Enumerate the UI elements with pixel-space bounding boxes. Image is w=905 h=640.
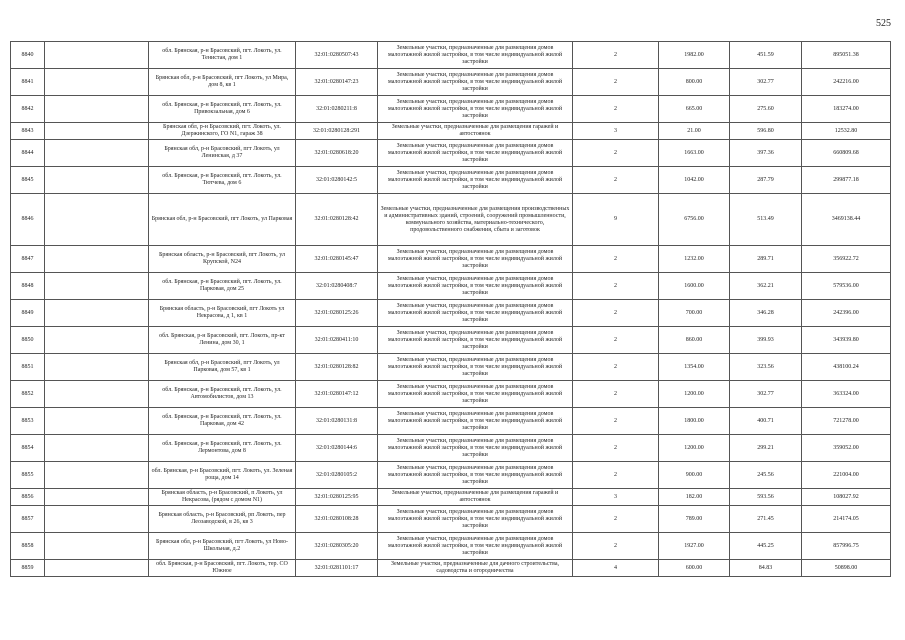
land-use-cell: Земельные участки, предназначенные для размещения домов малоэтажной жилой застройки, в том числе индивидуальной жилой застройки [378,533,573,560]
cadastral-value-table [10,41,891,577]
group-cell: 9 [573,194,659,246]
group-cell: 2 [573,327,659,354]
area-cell: 1800.00 [659,408,730,435]
land-use-cell: Земельные участки, предназначенные для размещения домов малоэтажной жилой застройки, в том числе индивидуальной жилой застройки [378,327,573,354]
specific-value-cell: 302.77 [730,381,802,408]
row-number: 8859 [11,560,45,577]
row-number: 8856 [11,489,45,506]
area-cell: 789.00 [659,506,730,533]
group-cell: 3 [573,489,659,506]
land-use-cell: Земельные участки, предназначенные для размещения домов малоэтажной жилой застройки, в том числе индивидуальной жилой застройки [378,506,573,533]
group-cell: 2 [573,506,659,533]
area-cell: 1663.00 [659,140,730,167]
blank-cell [45,408,149,435]
group-cell: 2 [573,533,659,560]
group-cell: 2 [573,381,659,408]
address-cell: обл. Брянская, р-н Брасовский, пгт. Локоть, ул. Парковая, дом 25 [149,273,296,300]
blank-cell [45,123,149,140]
blank-cell [45,489,149,506]
land-use-cell: Земельные участки, предназначенные для размещения домов малоэтажной жилой застройки, в том числе индивидуальной жилой застройки [378,246,573,273]
group-cell: 2 [573,354,659,381]
table-row [11,533,891,560]
specific-value-cell: 302.77 [730,69,802,96]
address-cell: обл. Брянская, р-н Брасовский, пгт. Локоть, тер. СО Южное [149,560,296,577]
group-cell: 2 [573,300,659,327]
land-use-cell: Земельные участки, предназначенные для размещения домов малоэтажной жилой застройки, в том числе индивидуальной жилой застройки [378,140,573,167]
specific-value-cell: 84.83 [730,560,802,577]
cadastral-number-cell: 32:01:0280128:82 [296,354,378,381]
land-use-cell: Земельные участки, предназначенные для дачного строительства, садоводства и огородничества [378,560,573,577]
cadastral-value-cell: 660809.68 [802,140,891,167]
cadastral-value-cell: 183274.00 [802,96,891,123]
area-cell: 1600.00 [659,273,730,300]
row-number: 8854 [11,435,45,462]
land-use-cell: Земельные участки, предназначенные для размещения домов малоэтажной жилой застройки, в том числе индивидуальной жилой застройки [378,167,573,194]
address-cell: обл. Брянская, р-н Брасовский, пгт. Локоть, ул. Парковая, дом 42 [149,408,296,435]
row-number: 8850 [11,327,45,354]
cadastral-number-cell: 32:01:0280618:20 [296,140,378,167]
specific-value-cell: 399.93 [730,327,802,354]
row-number: 8843 [11,123,45,140]
area-cell: 700.00 [659,300,730,327]
table-row [11,194,891,246]
row-number: 8851 [11,354,45,381]
land-use-cell: Земельные участки, предназначенные для размещения домов малоэтажной жилой застройки, в том числе индивидуальной жилой застройки [378,354,573,381]
area-cell: 1042.00 [659,167,730,194]
land-use-cell: Земельные участки, предназначенные для размещения домов малоэтажной жилой застройки, в том числе индивидуальной жилой застройки [378,273,573,300]
table-row [11,69,891,96]
cadastral-number-cell: 32:01:0281101:17 [296,560,378,577]
blank-cell [45,194,149,246]
land-use-cell: Земельные участки, предназначенные для размещения домов малоэтажной жилой застройки, в том числе индивидуальной жилой застройки [378,462,573,489]
table-row [11,123,891,140]
table-row [11,489,891,506]
group-cell: 2 [573,408,659,435]
cadastral-value-cell: 438100.24 [802,354,891,381]
address-cell: обл. Брянская, р-н Брасовский, пгт. Локоть, ул. Автомобилистов, дом 13 [149,381,296,408]
address-cell: Брянская область, р-н Брасовский, пгт Локоть ул Некрасова, д 1, кв 1 [149,300,296,327]
cadastral-number-cell: 32:01:0280125:26 [296,300,378,327]
group-cell: 2 [573,69,659,96]
row-number: 8853 [11,408,45,435]
land-use-cell: Земельные участки, предназначенные для размещения домов малоэтажной жилой застройки, в том числе индивидуальной жилой застройки [378,69,573,96]
table-row [11,327,891,354]
address-cell: обл. Брянская, р-н Брасовский, пгт. Локоть, ул. Зеленая роща, дом 14 [149,462,296,489]
table-row [11,96,891,123]
table-row [11,167,891,194]
address-cell: Брянская обл, р-н Брасовский, пгт Локоть, ул Ленинская, д 37 [149,140,296,167]
group-cell: 2 [573,140,659,167]
cadastral-number-cell: 32:01:0280108:28 [296,506,378,533]
area-cell: 1927.00 [659,533,730,560]
cadastral-number-cell: 32:01:0280305:20 [296,533,378,560]
cadastral-value-cell: 356922.72 [802,246,891,273]
cadastral-number-cell: 32:01:0280145:47 [296,246,378,273]
specific-value-cell: 346.28 [730,300,802,327]
blank-cell [45,273,149,300]
area-cell: 1232.00 [659,246,730,273]
blank-cell [45,533,149,560]
table-row [11,273,891,300]
cadastral-value-cell: 108027.92 [802,489,891,506]
group-cell: 4 [573,560,659,577]
specific-value-cell: 513.49 [730,194,802,246]
area-cell: 1982.00 [659,42,730,69]
address-cell: обл. Брянская, р-н Брасовский, пгт. Локоть, ул. Привокзальная, дом 6 [149,96,296,123]
cadastral-value-cell: 579536.00 [802,273,891,300]
table-row [11,354,891,381]
area-cell: 665.00 [659,96,730,123]
table-row [11,506,891,533]
table-row [11,140,891,167]
row-number: 8847 [11,246,45,273]
row-number: 8849 [11,300,45,327]
blank-cell [45,140,149,167]
cadastral-value-cell: 343939.80 [802,327,891,354]
group-cell: 2 [573,462,659,489]
blank-cell [45,354,149,381]
cadastral-value-cell: 359052.00 [802,435,891,462]
address-cell: обл. Брянская, р-н Брасовский, пгт. Локоть, ул. Тютчева, дом 6 [149,167,296,194]
table-row [11,300,891,327]
specific-value-cell: 245.56 [730,462,802,489]
land-use-cell: Земельные участки, предназначенные для размещения домов малоэтажной жилой застройки, в том числе индивидуальной жилой застройки [378,96,573,123]
blank-cell [45,560,149,577]
address-cell: обл. Брянская, р-н Брасовский, пгт. Локоть, пр-кт Ленина, дом 30, 1 [149,327,296,354]
area-cell: 182.00 [659,489,730,506]
specific-value-cell: 323.56 [730,354,802,381]
cadastral-value-cell: 299877.18 [802,167,891,194]
cadastral-number-cell: 32:01:0280144:6 [296,435,378,462]
land-use-cell: Земельные участки, предназначенные для размещения домов малоэтажной жилой застройки, в том числе индивидуальной жилой застройки [378,42,573,69]
area-cell: 1200.00 [659,381,730,408]
blank-cell [45,327,149,354]
specific-value-cell: 275.60 [730,96,802,123]
address-cell: Брянская обл, р-н Брасовский, пгт. Локоть, ул. Дзержинского, ГО N1, гараж 38 [149,123,296,140]
group-cell: 3 [573,123,659,140]
area-cell: 21.00 [659,123,730,140]
row-number: 8846 [11,194,45,246]
land-use-cell: Земельные участки, предназначенные для размещения гаражей и автостоянок [378,123,573,140]
blank-cell [45,506,149,533]
area-cell: 860.00 [659,327,730,354]
blank-cell [45,246,149,273]
address-cell: Брянская обл, р-н Брасовский, пгт Локоть, ул Парковая [149,194,296,246]
blank-cell [45,69,149,96]
area-cell: 900.00 [659,462,730,489]
table-row [11,462,891,489]
address-cell: Брянская обл, р-н Брасовский, пгт Локоть, ул Ново-Школьная, д.2 [149,533,296,560]
area-cell: 1200.00 [659,435,730,462]
table-row [11,560,891,577]
row-number: 8842 [11,96,45,123]
area-cell: 6756.00 [659,194,730,246]
specific-value-cell: 362.21 [730,273,802,300]
specific-value-cell: 400.71 [730,408,802,435]
cadastral-number-cell: 32:01:0280131:8 [296,408,378,435]
table-row [11,246,891,273]
cadastral-value-cell: 3469138.44 [802,194,891,246]
cadastral-number-cell: 32:01:0280128:42 [296,194,378,246]
cadastral-number-cell: 32:01:0280408:7 [296,273,378,300]
specific-value-cell: 451.59 [730,42,802,69]
group-cell: 2 [573,246,659,273]
specific-value-cell: 593.56 [730,489,802,506]
group-cell: 2 [573,96,659,123]
cadastral-value-cell: 857996.75 [802,533,891,560]
blank-cell [45,381,149,408]
specific-value-cell: 596.80 [730,123,802,140]
row-number: 8840 [11,42,45,69]
table-body [11,42,891,577]
table-row [11,408,891,435]
specific-value-cell: 289.71 [730,246,802,273]
address-cell: Брянская область, р-н Брасовский, рп Локоть, пер Леозаводской, в 26, кв 3 [149,506,296,533]
specific-value-cell: 299.21 [730,435,802,462]
blank-cell [45,462,149,489]
area-cell: 1354.00 [659,354,730,381]
cadastral-number-cell: 32:01:0280211:8 [296,96,378,123]
cadastral-value-cell: 221004.00 [802,462,891,489]
cadastral-value-cell: 12532.80 [802,123,891,140]
blank-cell [45,96,149,123]
row-number: 8855 [11,462,45,489]
specific-value-cell: 445.25 [730,533,802,560]
blank-cell [45,300,149,327]
cadastral-number-cell: 32:01:0280147:23 [296,69,378,96]
cadastral-value-cell: 363324.00 [802,381,891,408]
table-row [11,435,891,462]
row-number: 8857 [11,506,45,533]
cadastral-number-cell: 32:01:0280507:43 [296,42,378,69]
cadastral-number-cell: 32:01:0280105:2 [296,462,378,489]
address-cell: обл. Брянская, р-н Брасовский, пгт. Локоть, ул. Тенистая, дом 1 [149,42,296,69]
specific-value-cell: 271.45 [730,506,802,533]
cadastral-value-cell: 214174.05 [802,506,891,533]
group-cell: 2 [573,273,659,300]
land-use-cell: Земельные участки, предназначенные для размещения домов малоэтажной жилой застройки, в том числе индивидуальной жилой застройки [378,435,573,462]
table-row [11,42,891,69]
row-number: 8852 [11,381,45,408]
cadastral-number-cell: 32:01:0280411:10 [296,327,378,354]
cadastral-number-cell: 32:01:0280142:5 [296,167,378,194]
area-cell: 600.00 [659,560,730,577]
address-cell: Брянская обл, р-н Брасовский, пгт Локоть, ул Мира, дом 8, кв 1 [149,69,296,96]
cadastral-number-cell: 32:01:0280147:12 [296,381,378,408]
page-number: 525 [876,18,891,29]
cadastral-number-cell: 32:01:0280128:291 [296,123,378,140]
cadastral-value-cell: 242396.00 [802,300,891,327]
table-row [11,381,891,408]
land-use-cell: Земельные участки, предназначенные для размещения гаражей и автостоянок [378,489,573,506]
blank-cell [45,167,149,194]
area-cell: 800.00 [659,69,730,96]
land-use-cell: Земельные участки, предназначенные для размещения домов малоэтажной жилой застройки, в том числе индивидуальной жилой застройки [378,381,573,408]
address-cell: Брянская обл, р-н Брасовский, пгт Локоть, ул Парковая, дом 57, кв 1 [149,354,296,381]
row-number: 8858 [11,533,45,560]
address-cell: обл. Брянская, р-н Брасовский, пгт. Локоть, ул. Лермонтова, дом 8 [149,435,296,462]
cadastral-value-cell: 242216.00 [802,69,891,96]
cadastral-number-cell: 32:01:0280125:95 [296,489,378,506]
address-cell: Брянская область, р-н Брасовский, п Локоть, ул Некрасова, (рядом с домом N1) [149,489,296,506]
cadastral-value-cell: 50898.00 [802,560,891,577]
address-cell: Брянская область, р-н Брасовский, пгт Локоть, ул Крупской, N24 [149,246,296,273]
land-use-cell: Земельные участки, предназначенные для размещения домов малоэтажной жилой застройки, в том числе индивидуальной жилой застройки [378,408,573,435]
land-use-cell: Земельные участки, предназначенные для размещения домов малоэтажной жилой застройки, в том числе индивидуальной жилой застройки [378,300,573,327]
blank-cell [45,42,149,69]
land-use-cell: Земельные участки, предназначенные для размещения производственных и административных зданий, строений, сооружений промышленности, коммунального хозяйства, материально-технического, продовольственного снабжения, сбыта и заготовок [378,194,573,246]
blank-cell [45,435,149,462]
row-number: 8845 [11,167,45,194]
row-number: 8841 [11,69,45,96]
specific-value-cell: 397.36 [730,140,802,167]
group-cell: 2 [573,167,659,194]
specific-value-cell: 287.79 [730,167,802,194]
cadastral-value-cell: 721278.00 [802,408,891,435]
group-cell: 2 [573,42,659,69]
cadastral-value-cell: 895051.38 [802,42,891,69]
row-number: 8844 [11,140,45,167]
group-cell: 2 [573,435,659,462]
row-number: 8848 [11,273,45,300]
